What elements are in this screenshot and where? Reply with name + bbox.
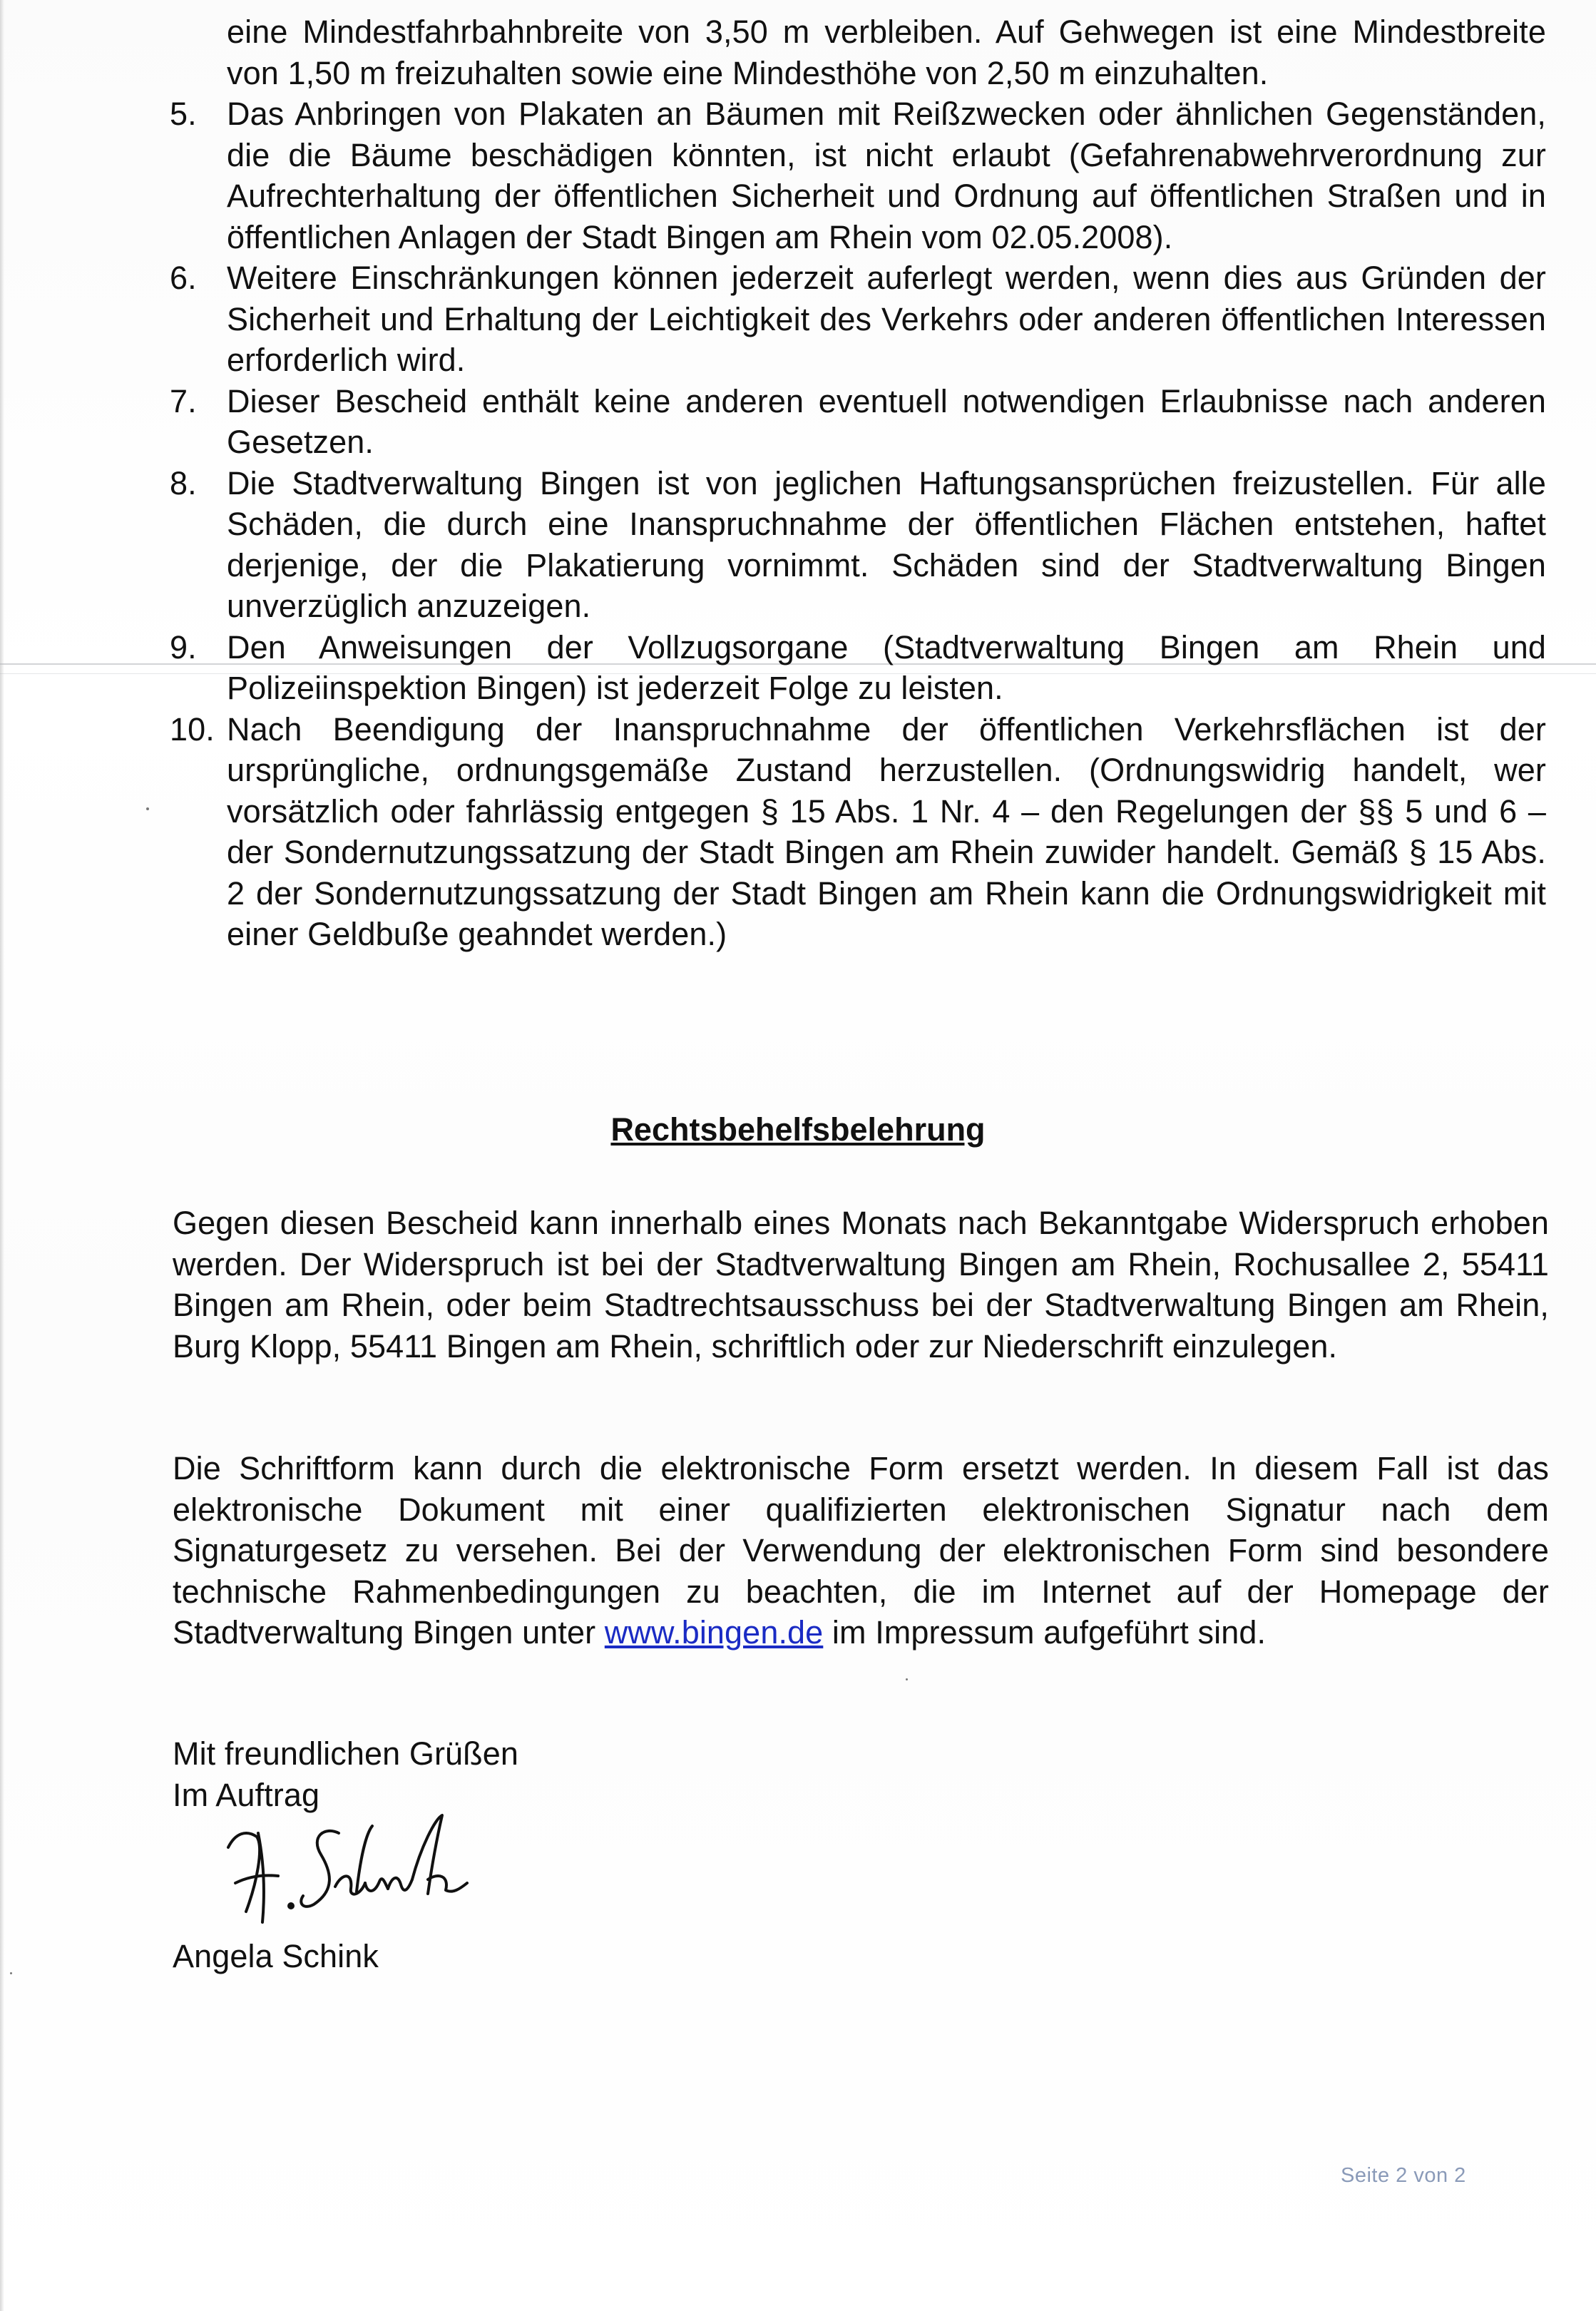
legal-remedy-paragraph: Gegen diesen Bescheid kann innerhalb eines Monats nach Bekanntgabe Widerspruch erhoben werden. Der Widerspruch ist bei der Stadtverwaltung Bingen am Rhein, Rochusallee 2, 55411 Bingen am Rhein, oder beim Stadtrechtsausschuss bei der Stadtverwaltung Bingen am Rhein, Burg Klopp, 55411 Bingen am Rhein, schriftlich oder zur Niederschrift einzulegen. bbox=[173, 1205, 1549, 1364]
list-item-text: Nach Beendigung der Inanspruchnahme der öffentlichen Verkehrsflächen ist der ursprüngliche, ordnungsgemäße Zustand herzustellen. (Ordnungswidrig handelt, wer vorsätzlich oder fahrlässig entgegen § 15 Abs. 1 Nr. 4 – den Regelungen der §§ 5 und 6 – der Sondernutzungssatzung der Stadt Bingen am Rhein zuwider handelt. Gemäß § 15 Abs. 2 der Sondernutzungssatzung der Stadt Bingen am Rhein kann die Ordnungswidrigkeit mit einer Geldbuße geahndet werden.) bbox=[227, 710, 1546, 952]
handwritten-signature bbox=[214, 1805, 485, 1933]
scan-speck bbox=[906, 1678, 908, 1680]
list-item-text: Weitere Einschränkungen können jederzeit auferlegt werden, wenn dies aus Gründen der Sicherheit und Erhaltung der Leichtigkeit des Verkehrs oder anderen öffentlichen Interessen erforderlich wird. bbox=[227, 260, 1546, 378]
on-behalf-label: Im Auftrag bbox=[173, 1776, 320, 1813]
list-item-number: 9. bbox=[170, 628, 197, 665]
list-item-text: Das Anbringen von Plakaten an Bäumen mit Reißzwecken oder ähnlichen Gegenständen, die die Bäume beschädigen könnten, ist nicht erlaubt (Gefahrenabwehrverordnung zur Aufrechterhaltung der öffentlichen Sicherheit und Ordnung auf öffentlichen Straßen und in öffentlichen Anlagen der Stadt Bingen am Rhein vom 02.05.2008). bbox=[227, 96, 1546, 255]
list-item-text: Den Anweisungen der Vollzugsorgane (Stadtverwaltung Bingen am Rhein und Polizeiinspektion Bingen) ist jederzeit Folge zu leisten. bbox=[227, 628, 1546, 706]
list-item bbox=[170, 93, 1546, 257]
list-item bbox=[170, 627, 1546, 709]
website-link[interactable]: www.bingen.de bbox=[604, 1614, 824, 1651]
conditions-list bbox=[170, 93, 1546, 955]
list-item-number: 10. bbox=[170, 710, 215, 748]
scan-speck bbox=[10, 1972, 12, 1974]
list-item-text: Die Stadtverwaltung Bingen ist von jeglichen Haftungsansprüchen freizustellen. Für alle Schäden, die durch eine Inanspruchnahme der öffentlichen Flächen entstehen, haftet derjenige, der die Plakatierung vornimmt. Schäden sind der Stadtverwaltung Bingen unverzüglich anzuzeigen. bbox=[227, 464, 1546, 624]
paragraph-text-before-link: Die Schriftform kann durch die elektronische Form ersetzt werden. In diesem Fall ist das elektronische Dokument mit einer qualifizierten elektronischen Signatur nach dem Signaturgesetz zu versehen. Bei der Verwendung der elektronischen Form sind besondere technische Rahmenbedingungen zu beachten, die im Internet auf der Homepage der Stadtverwaltung Bingen unter bbox=[173, 1450, 1549, 1651]
list-item-number: 8. bbox=[170, 464, 197, 501]
scan-edge-shadow bbox=[0, 0, 4, 2311]
list-item bbox=[170, 257, 1546, 381]
list-item-number: 6. bbox=[170, 260, 197, 296]
section-heading: Rechtsbehelfsbelehrung bbox=[610, 1111, 986, 1148]
paragraph-text-after-link: im Impressum aufgeführt sind. bbox=[823, 1614, 1267, 1651]
list-item bbox=[170, 381, 1546, 463]
list-item-number: 5. bbox=[170, 96, 197, 132]
scan-speck bbox=[146, 807, 149, 810]
list-item bbox=[170, 709, 1546, 955]
page-number: Seite 2 von 2 bbox=[1341, 2164, 1466, 2187]
closing-block bbox=[173, 1733, 743, 1815]
signer-name: Angela Schink bbox=[173, 1938, 379, 1974]
greeting: Mit freundlichen Grüßen bbox=[173, 1735, 519, 1772]
continued-paragraph: eine Mindestfahrbahnbreite von 3,50 m verbleiben. Auf Gehwegen ist eine Mindestbreite von 1,50 m freizuhalten sowie eine Mindesthöhe von 2,50 m einzuhalten. bbox=[227, 14, 1546, 91]
list-item bbox=[170, 463, 1546, 627]
list-item-text: Dieser Bescheid enthält keine anderen eventuell notwendigen Erlaubnisse nach anderen Gesetzen. bbox=[227, 382, 1546, 460]
list-item-number: 7. bbox=[170, 382, 197, 419]
electronic-form-paragraph bbox=[173, 1448, 1549, 1653]
